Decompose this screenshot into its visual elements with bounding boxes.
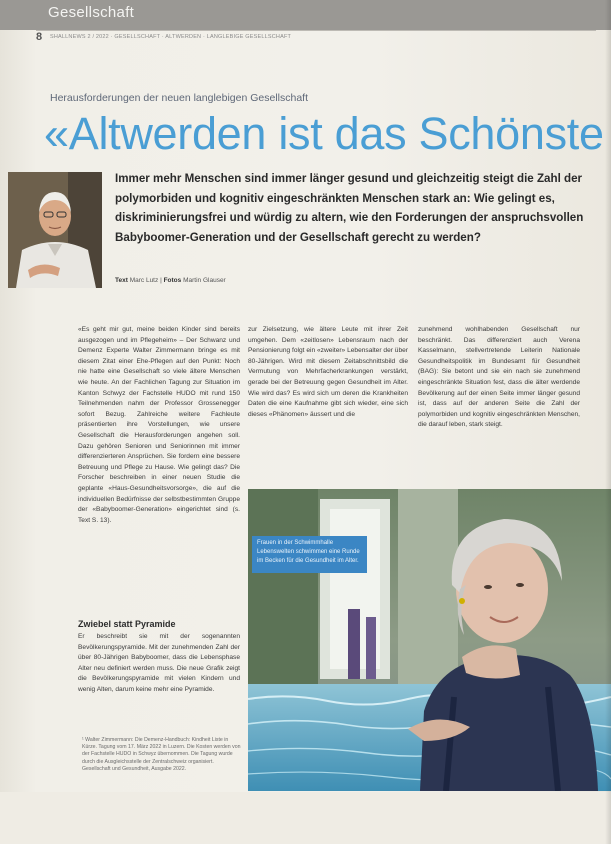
swimming-pool-photo — [248, 489, 611, 791]
article-kicker: Herausforderungen der neuen langlebigen Gesellschaft — [50, 92, 309, 104]
author-portrait-image — [8, 172, 102, 288]
header-band — [0, 0, 611, 30]
credits-text-label: Text — [115, 277, 128, 284]
body-column-1: «Es geht mir gut, meine beiden Kinder sind bereits ausgezogen und im Pflegeheim» – Der Schwanz und Demenz Experte Walter Zimmermann bringe es mit diesem Zitat einer Ehe-Pflegen auf den Punkt: Noch nie hatte eine Gesellschaft so viele ältere Menschen wie heute. An der Fachlichen Tagung zur Situation im Kanton Schwyz der Fachstelle HUDO mit rund 150 Teilnehmenden nahm der Professor Grossenegger sofort Bezug. Zahlreiche weitere Fachleute präsentierten ihre Vorstellungen, wie unsere Gesellschaft die Herausforderungen angehen soll. Dazu gehören Senioren und Seniorinnen mit immer differenzierteren Ansprüchen. Sie fordern eine bessere Betreuung und Pflege zu Hause. Wie gelingt das? Die Forscher beschreiben in einer neuen Studie die geplante «Haus-Gesundheitsvorsorge», die auf die individuellen Bedürfnisse der selbstbestimmten Gruppe der «Babyboomer-Generation» eingerichtet sind (s. Text S. 13). — [78, 326, 240, 524]
article-credits — [115, 277, 226, 284]
body-column-3: zunehmend wohlhabenden Gesellschaft nur beschränkt. Das differenziert auch Verena Kasselmann, stellvertretende Leiterin Nationale Gesundheitspolitik im Bundesamt für Gesundheit (BAG): Sie betont und sie ein nach sie zunehmend eingeschränkte Situation fest, dass die älter werdende Bevölkerung auf der einen Seite immer länger gesund ist, dass auf der anderen Seite die Zahl der polymorbiden und kognitiv eingeschränkten Menschen, die darauf leben, stark steigt. — [418, 326, 580, 429]
header-rule — [36, 30, 596, 31]
section-subhead: Zwiebel statt Pyramide — [78, 619, 176, 629]
page-edge-shadow — [605, 0, 611, 844]
article-headline: «Altwerden ist das Schönste — [44, 108, 604, 159]
page-bottom-margin — [0, 792, 611, 844]
credits-photo-label: Fotos — [163, 277, 182, 284]
portrait-illustration — [8, 172, 102, 288]
credits-separator: | — [160, 277, 162, 284]
photo-caption: Frauen in der Schwimmhalle Lebenswelten schwimmen eine Runde im Becken für die Gesundheit im Alter. — [252, 536, 367, 573]
credits-author: Marc Lutz — [129, 277, 159, 284]
credits-photographer: Martin Glauser — [183, 277, 226, 284]
body-column-2: zur Zielsetzung, wie ältere Leute mit ihrer Zeit umgehen. Dem «zeitlosen» Lebensraum nach der Pensionierung folgt ein «zweiter» Lebensalter der über 80-Jährigen. Wird mit diesem Zeitabschnittsbild die Vermutung von Mehrfacherkrankungen verstärkt, gerade bei der Betreuung gegen Gesundheit im Alter. Wie wird das? Es wird sich um deren die Krankheiten Daten die eine Kaufnahme gibt sich wieder, eine sich dieses «Phänomen» äussert und die — [248, 326, 408, 418]
page-number: 8 — [36, 31, 43, 43]
body-column-4: Er beschreibt sie mit der sogenannten Bevölkerungspyramide. Mit der zunehmenden Zahl der über 80-Jährigen Babyboomer, dass die Lebensphase Alter neu definiert werden muss. Die neue Grafik zeigt die Bevölkerungspyramide mit vielen Kindern und wenig Alten, darum keine mehr eine Pyramide. — [78, 633, 240, 693]
running-head: SHALLNEWS 2 / 2022 · GESELLSCHAFT · ALTWERDEN · LANGLEBIGE GESELLSCHAFT — [50, 34, 292, 40]
footnote: ¹ Walter Zimmermann: Die Demenz-Handbuch: Kindheit Liste in Kürze. Tagung vom 17. März 2022 in Luzern. Die Kosten werden von der Fachstelle HUDO in Schwyz übernommen. Die Tagung wurde durch die Ausgleichsstelle der Zentralschweiz organisiert. Gesellschaft und Gesundheit, Ausgabe 2022. — [82, 737, 241, 772]
section-label: Gesellschaft — [48, 4, 135, 21]
article-lead: Immer mehr Menschen sind immer länger gesund und gleichzeitig steigt die Zahl der polymorbiden und kognitiv eingeschränkten Menschen stark an: Wie gelingt es, diskriminierungsfrei und würdig zu altern, wie den Forderungen der anspruchsvollen Babyboomer-Generation und der Gesellschaft gerecht zu werden? — [115, 172, 584, 244]
pool-scene-illustration — [248, 489, 611, 791]
